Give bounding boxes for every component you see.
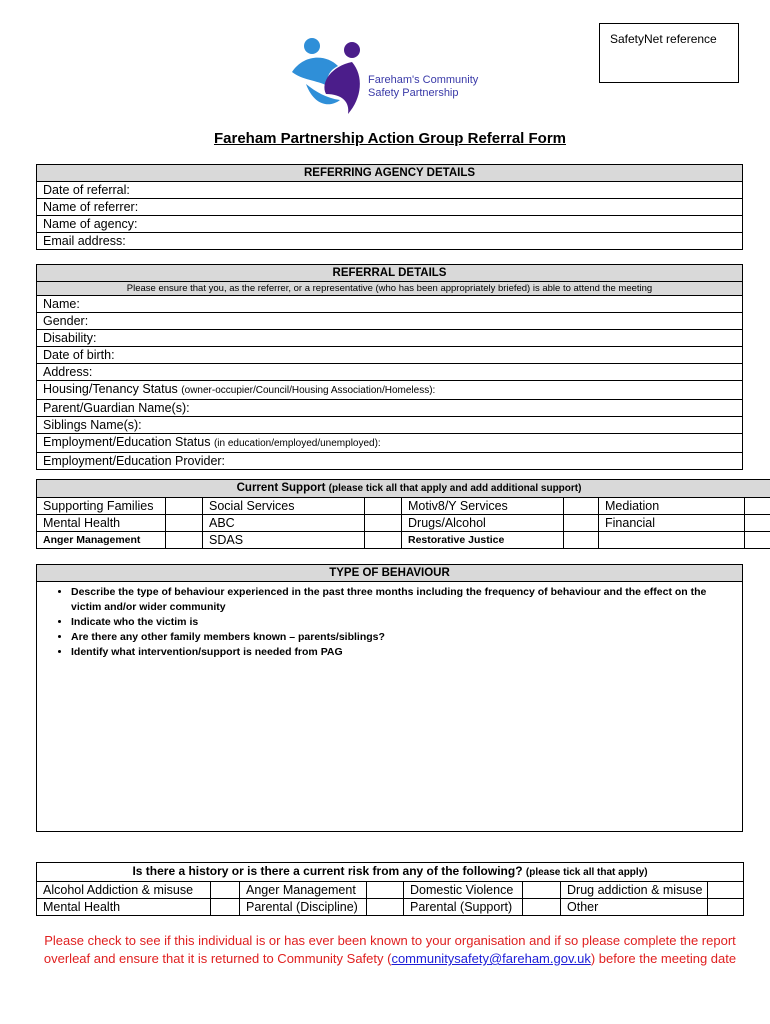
support-label: Mental Health (37, 515, 166, 532)
risk-label: Parental (Support) (404, 899, 523, 916)
support-label: Financial (599, 515, 745, 532)
support-checkbox[interactable] (564, 515, 599, 532)
logo-text-line1: Fareham's Community (368, 74, 479, 86)
risk-checkbox[interactable] (523, 899, 561, 916)
name-of-agency-field[interactable]: Name of agency: (37, 216, 743, 233)
gender-field[interactable]: Gender: (37, 313, 743, 330)
employment-status-label: Employment/Education Status (43, 435, 211, 449)
referring-agency-heading: REFERRING AGENCY DETAILS (37, 165, 743, 182)
current-support-table (36, 479, 770, 549)
support-additional-cell[interactable] (599, 532, 745, 549)
disability-field[interactable]: Disability: (37, 330, 743, 347)
behaviour-instruction: • Indicate who the victim is (71, 615, 736, 630)
logo-text-line2: Safety Partnership (368, 87, 459, 99)
siblings-field[interactable]: Siblings Name(s): (37, 417, 743, 434)
support-checkbox[interactable] (564, 532, 599, 549)
history-risk-title: Is there a history or is there a current risk from any of the following? (132, 864, 523, 878)
referral-details-note: Please ensure that you, as the referrer, or a representative (who has been appropriately briefed) is able to attend the meeting (37, 282, 743, 296)
risk-checkbox[interactable] (708, 882, 744, 899)
support-checkbox[interactable] (745, 515, 770, 532)
type-of-behaviour-heading: TYPE OF BEHAVIOUR (37, 565, 743, 582)
housing-status-label: Housing/Tenancy Status (43, 382, 178, 396)
referral-details-heading: REFERRAL DETAILS (37, 265, 743, 282)
logo-figures-icon (286, 36, 376, 116)
behaviour-instruction: • Describe the type of behaviour experienced in the past three months including the frequency of behaviour and the effect on the victim and/or wider community (71, 585, 736, 615)
behaviour-instruction: • Identify what intervention/support is needed from PAG (71, 645, 736, 660)
risk-label: Mental Health (37, 899, 211, 916)
name-of-referrer-field[interactable]: Name of referrer: (37, 199, 743, 216)
type-of-behaviour-table (36, 564, 743, 832)
history-risk-heading (37, 863, 744, 882)
name-field[interactable]: Name: (37, 296, 743, 313)
support-label: SDAS (203, 532, 365, 549)
support-checkbox[interactable] (564, 498, 599, 515)
support-label: ABC (203, 515, 365, 532)
support-checkbox[interactable] (166, 515, 203, 532)
risk-checkbox[interactable] (211, 899, 240, 916)
housing-status-field[interactable] (37, 381, 743, 400)
risk-label: Parental (Discipline) (240, 899, 367, 916)
support-checkbox[interactable] (166, 498, 203, 515)
support-label: Drugs/Alcohol (402, 515, 564, 532)
support-label: Mediation (599, 498, 745, 515)
support-checkbox[interactable] (745, 532, 770, 549)
risk-label: Anger Management (240, 882, 367, 899)
risk-label: Alcohol Addiction & misuse (37, 882, 211, 899)
employment-status-field[interactable] (37, 434, 743, 453)
date-of-referral-field[interactable]: Date of referral: (37, 182, 743, 199)
safetynet-reference-box[interactable] (599, 23, 739, 83)
risk-checkbox[interactable] (367, 882, 404, 899)
support-checkbox[interactable] (365, 515, 402, 532)
referring-agency-table (36, 164, 743, 250)
behaviour-instructions-list (43, 585, 736, 660)
support-label: Supporting Families (37, 498, 166, 515)
history-risk-hint: (please tick all that apply) (525, 867, 648, 878)
support-checkbox[interactable] (745, 498, 770, 515)
support-label: Anger Management (37, 532, 166, 549)
safetynet-reference-label: SafetyNet reference (610, 32, 717, 46)
support-label: Restorative Justice (402, 532, 564, 549)
employment-provider-field[interactable]: Employment/Education Provider: (37, 453, 743, 470)
support-checkbox[interactable] (365, 498, 402, 515)
current-support-title: Current Support (236, 482, 326, 494)
date-of-birth-field[interactable]: Date of birth: (37, 347, 743, 364)
address-field[interactable]: Address: (37, 364, 743, 381)
housing-status-hint: (owner-occupier/Council/Housing Association/Homeless): (181, 385, 436, 396)
support-checkbox[interactable] (365, 532, 402, 549)
support-label: Motiv8/Y Services (402, 498, 564, 515)
current-support-heading (37, 480, 770, 498)
risk-checkbox[interactable] (708, 899, 744, 916)
behaviour-instruction: • Are there any other family members known – parents/siblings? (71, 630, 736, 645)
support-label: Social Services (203, 498, 365, 515)
community-safety-email-link[interactable]: communitysafety@fareham.gov.uk (391, 951, 591, 966)
risk-label: Domestic Violence (404, 882, 523, 899)
support-checkbox[interactable] (166, 532, 203, 549)
current-support-hint: (please tick all that apply and add additional support) (328, 483, 582, 494)
risk-checkbox[interactable] (367, 899, 404, 916)
email-address-field[interactable]: Email address: (37, 233, 743, 250)
risk-label: Other (561, 899, 708, 916)
referral-details-table (36, 264, 743, 470)
footer-text-after: ) before the meeting date (590, 951, 737, 966)
risk-label: Drug addiction & misuse (561, 882, 708, 899)
risk-checkbox[interactable] (211, 882, 240, 899)
footer-text-before: Please check to see if this individual is or has ever been known to your organisation and if so please complete the report overleaf and ensure that it is returned to Community Safety ( (43, 933, 736, 966)
parent-guardian-field[interactable]: Parent/Guardian Name(s): (37, 400, 743, 417)
behaviour-description-area[interactable] (37, 582, 743, 832)
partnership-logo (286, 36, 482, 116)
risk-checkbox[interactable] (523, 882, 561, 899)
employment-status-hint: (in education/employed/unemployed): (213, 438, 381, 449)
history-risk-table (36, 862, 744, 916)
form-title: Fareham Partnership Action Group Referral Form (213, 130, 567, 147)
footer-instructions (30, 932, 750, 968)
